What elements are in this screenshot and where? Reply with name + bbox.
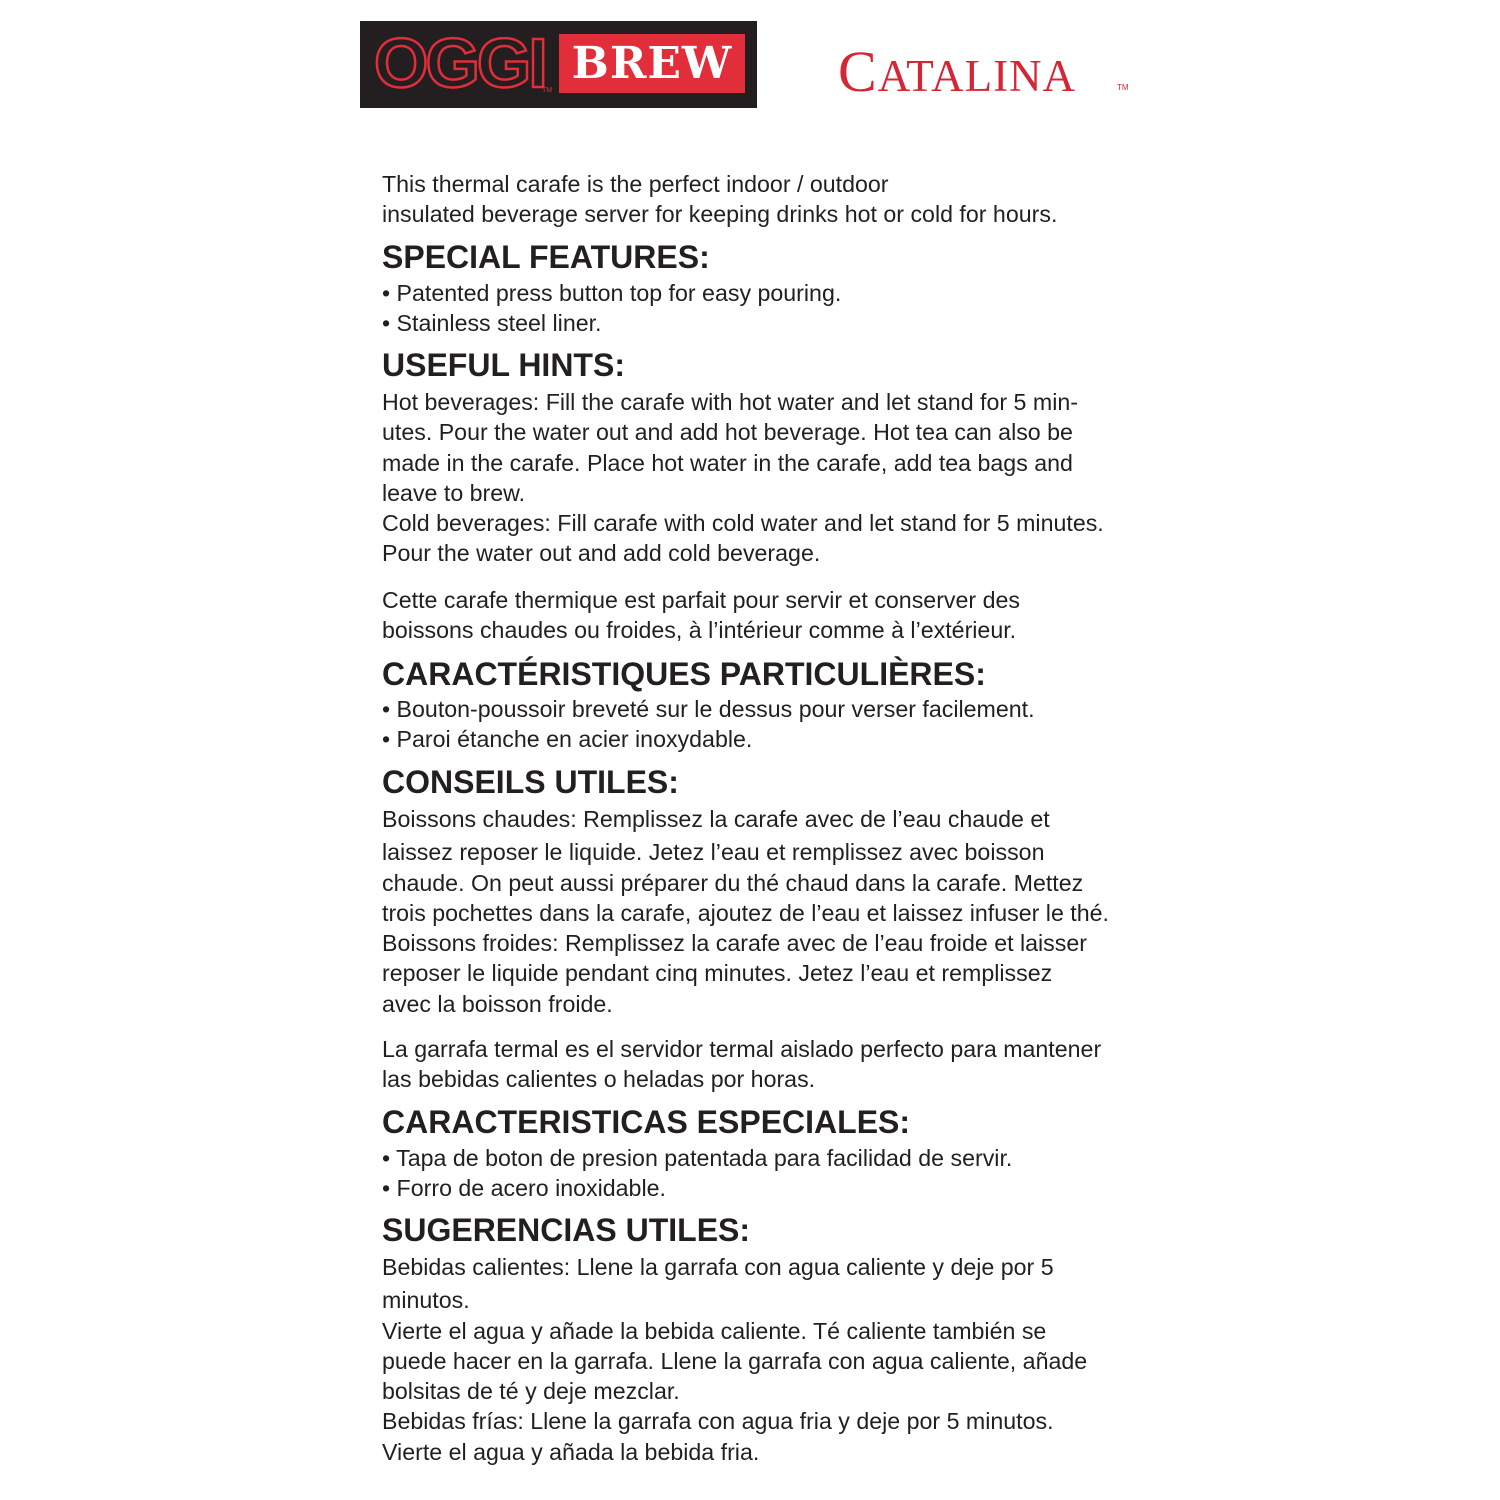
paragraph-line: Bebidas calientes: Llene la garrafa con agua caliente y deje por 5 (382, 1254, 1054, 1280)
paragraph-line: puede hacer en la garrafa. Llene la garrafa con agua caliente, añade (382, 1347, 1088, 1374)
paragraph-line: insulated beverage server for keeping drinks hot or cold for hours. (382, 201, 1058, 228)
list-item: • Stainless steel liner. (382, 310, 602, 337)
english-hints-heading: USEFUL HINTS: (382, 347, 625, 383)
paragraph-line: trois pochettes dans la carafe, ajoutez de l’eau et laissez infuser le thé. (382, 899, 1109, 926)
french-hints-text (382, 804, 1109, 1019)
paragraph-line: bolsitas de té y deje mezclar. (382, 1378, 680, 1405)
paragraph-line: minutos. (382, 1287, 470, 1314)
paragraph-line: This thermal carafe is the perfect indoor / outdoor (382, 171, 889, 197)
paragraph-line: laissez reposer le liquide. Jetez l’eau et remplissez avec boisson (382, 839, 1045, 866)
french-intro (382, 585, 1020, 646)
paragraph-line: Cette carafe thermique est parfait pour servir et conserver des (382, 587, 1020, 613)
paragraph-line: La garrafa termal es el servidor termal aislado perfecto para mantener (382, 1036, 1102, 1062)
paragraph-line: made in the carafe. Place hot water in the carafe, add tea bags and (382, 449, 1073, 476)
english-features-heading: SPECIAL FEATURES: (382, 239, 710, 275)
paragraph-line: reposer le liquide pendant cinq minutes. Jetez l’eau et remplissez (382, 960, 1053, 987)
paragraph-line: Bebidas frías: Llene la garrafa con agua fria y deje por 5 minutos. (382, 1408, 1054, 1435)
paragraph-line: leave to brew. (382, 479, 526, 506)
paragraph-line: avec la boisson froide. (382, 990, 613, 1017)
french-hints-heading: CONSEILS UTILES: (382, 764, 679, 800)
french-features-list (382, 694, 1035, 755)
list-item: • Forro de acero inoxidable. (382, 1175, 666, 1202)
paragraph-line: Vierte el agua y añade la bebida caliente. Té caliente también se (382, 1317, 1047, 1344)
paragraph-line: Boissons chaudes: Remplissez la carafe avec de l’eau chaude et (382, 806, 1050, 832)
french-features-heading: CARACTÉRISTIQUES PARTICULIÈRES: (382, 656, 986, 692)
paragraph-line: utes. Pour the water out and add hot beverage. Hot tea can also be (382, 419, 1073, 446)
english-hints-text (382, 387, 1104, 569)
spanish-hints-heading: SUGERENCIAS UTILES: (382, 1212, 751, 1248)
english-features-list (382, 278, 841, 339)
paragraph-line: las bebidas calientes o heladas por horas. (382, 1066, 816, 1093)
spanish-intro (382, 1034, 1101, 1095)
english-intro (382, 169, 1057, 230)
spanish-features-list (382, 1143, 1012, 1204)
catalina-trademark: TM (1117, 83, 1129, 92)
paragraph-line: Vierte el agua y añada la bebida fria. (382, 1438, 760, 1465)
paragraph-line: Hot beverages: Fill the carafe with hot water and let stand for 5 min- (382, 389, 1078, 415)
paragraph-line: Cold beverages: Fill carafe with cold water and let stand for 5 minutes. (382, 510, 1104, 537)
list-item: • Patented press button top for easy pouring. (382, 280, 842, 306)
spanish-hints-text (382, 1252, 1087, 1467)
brew-label: BREW (559, 34, 745, 93)
spanish-features-heading: CARACTERISTICAS ESPECIALES: (382, 1104, 911, 1140)
paragraph-line: chaude. On peut aussi préparer du thé chaud dans la carafe. Mettez (382, 869, 1084, 896)
oggi-trademark: TM (542, 87, 553, 94)
oggi-wordmark: OGGI (374, 24, 545, 102)
catalina-wordmark: CATALINA (838, 39, 1077, 104)
list-item: • Tapa de boton de presion patentada para facilidad de servir. (382, 1145, 1013, 1171)
paragraph-line: Pour the water out and add cold beverage. (382, 540, 821, 567)
paragraph-line: boissons chaudes ou froides, à l’intérieur comme à l’extérieur. (382, 617, 1017, 644)
list-item: • Paroi étanche en acier inoxydable. (382, 726, 753, 753)
list-item: • Bouton-poussoir breveté sur le dessus pour verser facilement. (382, 696, 1035, 722)
oggi-brew-logo (360, 21, 757, 108)
paragraph-line: Boissons froides: Remplissez la carafe avec de l’eau froide et laisser (382, 930, 1087, 957)
